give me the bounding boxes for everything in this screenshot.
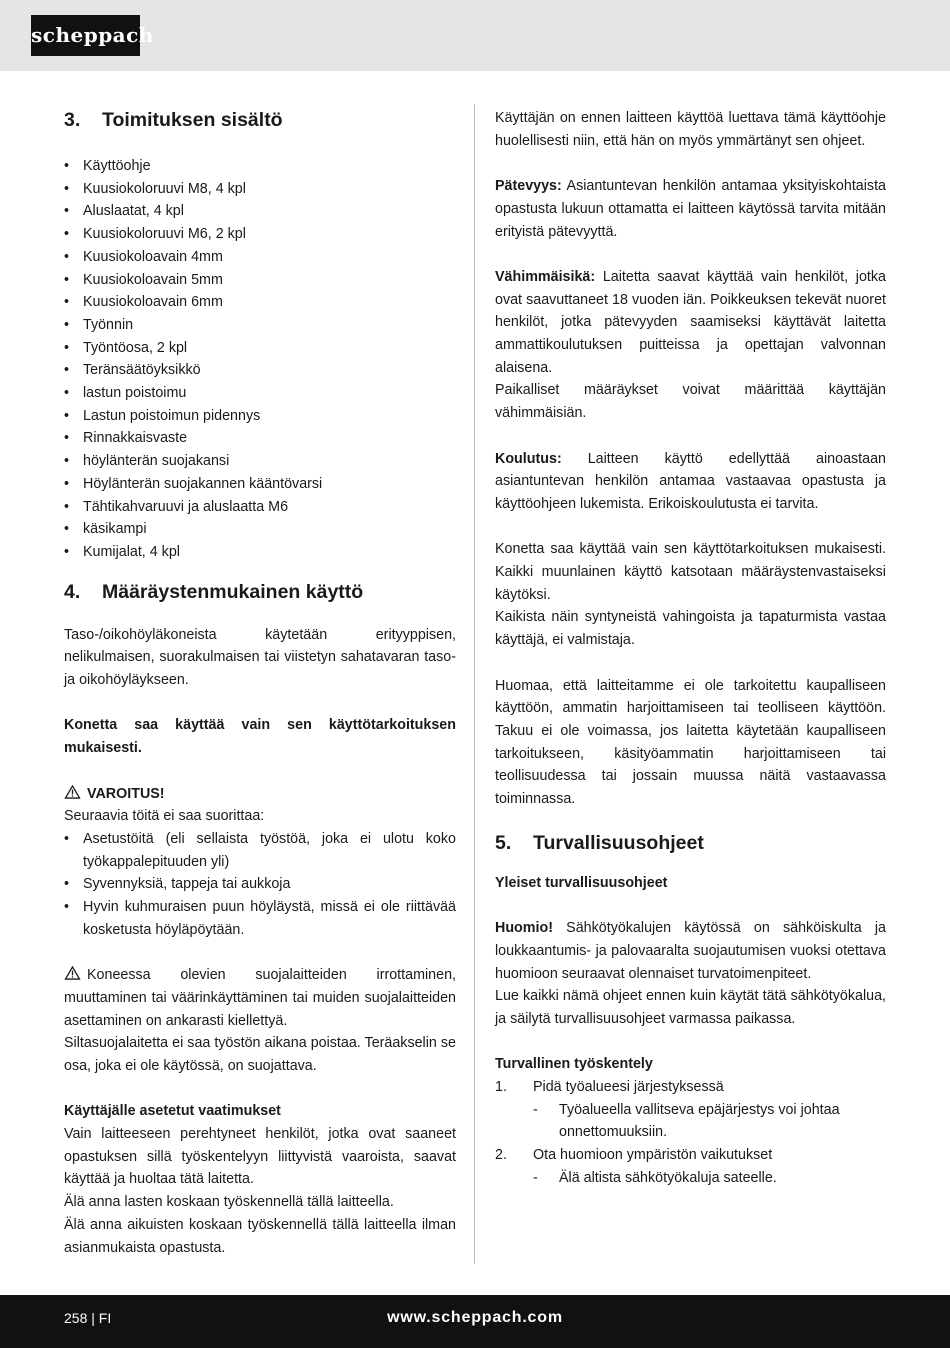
- read-manual-text: Käyttäjän on ennen laitteen käyttöä luettava tämä käyttöohje huolellisesti niin, että hän on myös ymmärtänyt sen ohjeet.: [495, 110, 886, 149]
- delivery-item: • Tähtikahvaruuvi ja aluslaatta M6: [64, 496, 456, 519]
- delivery-item: • Höylänterän suojakannen kääntövarsi: [64, 473, 456, 496]
- local-regulations-text: Paikalliset määräykset voivat määrittää käyttäjän vähimmäisiän.: [495, 382, 886, 422]
- delivery-item: • Kumijalat, 4 kpl: [64, 541, 456, 564]
- no-children-text: Älä anna lasten koskaan työskennellä tällä laitteella.: [64, 1194, 394, 1211]
- bridge-guard-text: Siltasuojalaitetta ei saa työstön aikana poistaa. Teräakselin se osa, joka ei ole käytössä, on suojattava.: [64, 1035, 456, 1074]
- page-footer: [0, 1295, 950, 1348]
- damage-liability-text: Kaikista näin syntyneistä vahingoista ja tapaturmista vastaa käyttäjä, ei valmistaja.: [495, 609, 886, 649]
- delivery-item: • höylänterän suojakansi: [64, 450, 456, 473]
- delivery-item: • Käyttöohje: [64, 155, 456, 178]
- user-requirements-text: Vain laitteeseen perehtyneet henkilöt, jotka ovat saaneet opastuksen sillä työskentelyyn liittyvistä vaaroista, saavat käyttää ja huoltaa tätä laitetta.: [64, 1126, 456, 1188]
- delivery-item: • Kuusiokoloavain 5mm: [64, 269, 456, 292]
- section-3-heading: 3. Toimituksen sisältö: [64, 109, 283, 131]
- delivery-item: • lastun poistoimu: [64, 382, 456, 405]
- warning-title: VAROITUS!: [64, 783, 456, 806]
- delivery-item: • Työnnin: [64, 314, 456, 337]
- purpose-text: Konetta saa käyttää vain sen käyttötarkoituksen mukaisesti. Kaikki muunlainen käyttö katsotaan määräystenvastaiseksi käytöksi.: [495, 541, 886, 603]
- delivery-item: • Teränsäätöyksikkö: [64, 359, 456, 382]
- safe-work-item: [495, 1076, 886, 1144]
- delivery-item: • Kuusiokoloruuvi M8, 4 kpl: [64, 178, 456, 201]
- read-instructions-text: Lue kaikki nämä ohjeet ennen kuin käytät tätä sähkötyökalua, ja säilytä turvallisuusohjeet varmassa paikassa.: [495, 988, 886, 1027]
- general-safety-heading: Yleiset turvallisuusohjeet: [495, 874, 668, 891]
- delivery-item: • Rinnakkaisvaste: [64, 427, 456, 450]
- delivery-item: • Kuusiokoloruuvi M6, 2 kpl: [64, 223, 456, 246]
- sub-list: [533, 1099, 886, 1144]
- delivery-item: • Kuusiokoloavain 6mm: [64, 291, 456, 314]
- training-text: Koulutus: Laitteen käyttö edellyttää ainoastaan asiantuntevan henkilön antamaa vastaavaa opastusta ja käyttöohjeen lukemista. Erikoiskoulutusta ei tarvita.: [495, 450, 886, 512]
- commercial-use-text: Huomaa, että laitteitamme ei ole tarkoitettu kaupalliseen käyttöön, ammatin harjoittamiseen tai teolliseen käyttöön. Takuu ei ole voimassa, jos laitetta käytetään kaupalliseen tarkoitukseen, käsityöammatin harjoittamiseen tai teollisuudessa tai jossain muussa näitä vastaavassa toiminnassa.: [495, 677, 886, 808]
- column-divider: [474, 104, 475, 1264]
- delivery-item: • Työntöosa, 2 kpl: [64, 337, 456, 360]
- delivery-item: • Aluslaatat, 4 kpl: [64, 200, 456, 223]
- page-header: [0, 0, 950, 71]
- warning-lead: Seuraavia töitä ei saa suorittaa:: [64, 808, 265, 825]
- guard-warning-text: Koneessa olevien suojalaitteiden irrottaminen, muuttaminen tai väärinkäyttäminen tai muiden suojalaitteiden asettaminen on ankarasti kiellettyä.: [64, 967, 456, 1029]
- item-text: Ota huomioon ympäristön vaikutukset: [533, 1147, 773, 1164]
- prohibited-work-item: • Hyvin kuhmuraisen puun höyläystä, missä ei ole riittävää kosketusta höyläpöytään.: [64, 896, 456, 941]
- warning-triangle-icon: [64, 966, 81, 980]
- safe-work-list: [495, 1076, 886, 1190]
- prohibited-work-list: [64, 828, 456, 942]
- qualification-text: Pätevyys: Asiantuntevan henkilön antamaa yksityiskohtaista opastusta lukuun ottamatta ei laitteen käytössä tarvita mitään erityistä pätevyyttä.: [495, 178, 886, 240]
- warning-triangle-icon: [64, 785, 81, 799]
- intended-use-text: Taso-/oikohöyläkoneista käytetään erityyppisen, nelikulmaisen, suorakulmaisen tai viistetyn sahatavaran taso- ja oikohöyläykseen.: [64, 626, 456, 689]
- safe-work-item: [495, 1144, 886, 1189]
- section-4-heading: 4. Määräystenmukainen käyttö: [64, 580, 364, 603]
- no-untrained-adults-text: Älä anna aikuisten koskaan työskennellä tällä laitteella ilman asianmukaista opastusta.: [64, 1216, 456, 1256]
- section-5-heading: 5. Turvallisuusohjeet: [495, 831, 704, 854]
- prohibited-work-item: • Syvennyksiä, tappeja tai aukkoja: [64, 873, 456, 896]
- website-link[interactable]: www.scheppach.com: [387, 1309, 563, 1326]
- attention-text: Huomio! Sähkötyökalujen käytössä on sähköiskulta ja loukkaantumis- ja palovaaralta suojautumisen vuoksi otettava huomioon seuraavat olennaiset turvatoimenpiteet.: [495, 920, 886, 982]
- scheppach-logo: scheppach: [31, 15, 140, 56]
- delivery-item: • Kuusiokoloavain 4mm: [64, 246, 456, 269]
- sub-list: [533, 1167, 886, 1190]
- item-text: Pidä työalueesi järjestyksessä: [533, 1079, 724, 1096]
- sub-item: - Älä altista sähkötyökaluja sateelle.: [533, 1167, 886, 1190]
- item-number: 1.: [495, 1079, 507, 1096]
- sub-item: - Työalueella vallitseva epäjärjestys voi johtaa onnettomuuksiin.: [533, 1099, 886, 1144]
- intended-use-note: Konetta saa käyttää vain sen käyttötarkoituksen mukaisesti.: [64, 717, 456, 757]
- page-number: 258 | FI: [64, 1310, 112, 1326]
- user-requirements-heading: Käyttäjälle asetetut vaatimukset: [64, 1103, 281, 1120]
- right-column: [495, 107, 886, 1190]
- safe-work-heading: Turvallinen työskentely: [495, 1056, 653, 1073]
- minimum-age-text: Vähimmäisikä: Laitetta saavat käyttää vain henkilöt, jotka ovat saavuttaneet 18 vuoden iän. Poikkeuksen tekevät nuoret henkilöt, jotka pätevyyden saamiseksi käyttävät laitetta ammattikoulutuksen puitteissa ja opettajan valvonnan alaisena.: [495, 268, 886, 376]
- delivery-item: • Lastun poistoimun pidennys: [64, 405, 456, 428]
- prohibited-work-item: • Asetustöitä (eli sellaista työstöä, joka ei ulotu koko työkappalepituuden yli): [64, 828, 456, 873]
- item-number: 2.: [495, 1147, 507, 1164]
- delivery-contents-list: [64, 155, 456, 564]
- delivery-item: • käsikampi: [64, 518, 456, 541]
- left-column: [64, 107, 456, 1259]
